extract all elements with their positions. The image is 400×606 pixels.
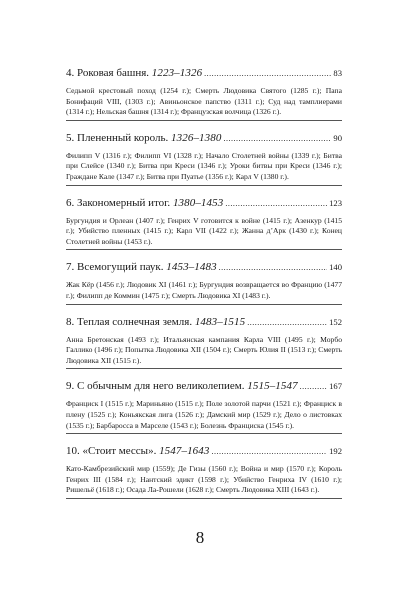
chapter-title: 6. Закономерный итог.	[66, 196, 171, 209]
chapter-page-number: 83	[333, 68, 342, 78]
chapter-years: 1453–1483	[166, 261, 217, 274]
chapter-title: 10. «Стоит мессы».	[66, 445, 157, 458]
chapter-description: Филипп V (1316 г.); Филипп VI (1328 г.); Начало Столетней войны (1339 г.); Битва при Слейсе (1340 г.); Битва при Креси (1346 г.); Уроки битвы при Креси (1346 г.); Граждане Кале (1347 г.); Битва при Пуатье (1356 г.); Карл V (1380 г.).	[66, 151, 342, 186]
chapter-page-number: 123	[329, 197, 342, 208]
toc-entry	[66, 196, 342, 251]
toc-entry	[66, 66, 342, 121]
chapter-years: 1483–1515	[194, 315, 246, 328]
chapter-heading-text	[66, 196, 223, 210]
chapter-description: Седьмой крестовый поход (1254 г.); Смерть Людовика Святого (1285 г.); Папа Бонифаций VIII, (1303 г.); Авиньонское папство (1311 г.); Суд над тамплиерами (1314 г.); Нельская башня (1314 г.); Французская волчица (1326 г.).	[66, 86, 342, 121]
chapter-heading	[66, 66, 342, 81]
chapter-title: 8. Теплая солнечная земля.	[66, 315, 193, 328]
chapter-years: 1547–1643	[159, 445, 210, 458]
toc-entry	[66, 315, 342, 370]
chapter-heading	[66, 260, 342, 275]
chapter-description: Жак Кёр (1456 г.); Людовик XI (1461 г.); Бургундия возвращается во Францию (1477 г.); Филипп де Коммин (1475 г.); Смерть Людовика XI (1483 г.).	[66, 280, 342, 304]
chapter-heading-text	[66, 66, 202, 80]
chapter-heading	[66, 379, 342, 394]
chapter-page-number: 192	[329, 446, 342, 457]
chapter-heading	[66, 315, 342, 330]
page-number: 8	[195, 528, 205, 547]
chapter-title: 7. Всемогущий паук.	[66, 261, 164, 274]
chapter-page-number: 90	[333, 132, 342, 143]
chapter-title: 9. С обычным для него великолепием.	[66, 380, 245, 393]
chapter-heading-text	[66, 444, 209, 458]
dot-leader	[225, 197, 327, 211]
toc-entry	[66, 260, 342, 304]
chapter-description: Като-Камбрезийский мир (1559); Де Гизы (1560 г.); Война и мир (1570 г.); Король Генрих III (1584 г.); Нантский эдикт (1598 г.); Убийство Генриха IV (1610 г.); Ришельё (1618 г.); Осада Ла-Рошели (1628 г.); Смерть Людовика XIII (1643 г.).	[66, 464, 342, 499]
chapter-page-number: 152	[329, 316, 342, 327]
chapter-years: 1380–1453	[172, 196, 224, 209]
chapter-years: 1223–1326	[151, 67, 203, 79]
table-of-contents	[66, 66, 342, 509]
dot-leader	[204, 67, 331, 81]
chapter-heading-text	[66, 260, 217, 274]
dot-leader	[247, 316, 327, 330]
toc-entry	[66, 444, 342, 499]
chapter-heading-text	[66, 315, 245, 329]
toc-entry	[66, 379, 342, 434]
dot-leader	[219, 261, 327, 275]
chapter-heading-text	[66, 379, 298, 393]
chapter-title: 4. Роковая башня.	[66, 67, 150, 79]
chapter-title: 5. Плененный король.	[66, 131, 169, 144]
dot-leader	[211, 445, 327, 459]
chapter-heading	[66, 444, 342, 459]
chapter-description: Бургундия и Орлеан (1407 г.); Генрих V готовится к войне (1415 г.); Азенкур (1415 г.); Убийство пленных (1415 г.); Карл VII (1422 г.); Жанна д’Арк (1430 г.); Конец Столетней войны (1453 г.).	[66, 216, 342, 251]
chapter-page-number: 167	[329, 381, 342, 392]
chapter-description: Анна Бретонская (1493 г.); Итальянская кампания Карла VIII (1495 г.); Морбо Галлико (1496 г.); Попытка Людовика XII (1504 г.); Смерть Юлия II (1513 г.); Смерть Людовика XII (1515 г.).	[66, 335, 342, 370]
chapter-heading	[66, 131, 342, 146]
chapter-years: 1515–1547	[247, 380, 298, 393]
dot-leader	[223, 132, 331, 146]
chapter-years: 1326–1380	[171, 131, 222, 144]
toc-entry	[66, 131, 342, 186]
chapter-heading-text	[66, 131, 221, 145]
dot-leader	[300, 380, 327, 394]
chapter-description: Франциск I (1515 г.); Мариньяно (1515 г.); Поле золотой парчи (1521 г.); Франциск в плену (1525 г.); Коньякская лига (1526 г.); Дамский мир (1529 г.); Дело о листовках (1535 г.); Барбаросса в Марселе (1543 г.); Болезнь Франциска (1545 г.).	[66, 399, 342, 434]
chapter-page-number: 140	[329, 262, 342, 273]
chapter-heading	[66, 196, 342, 211]
